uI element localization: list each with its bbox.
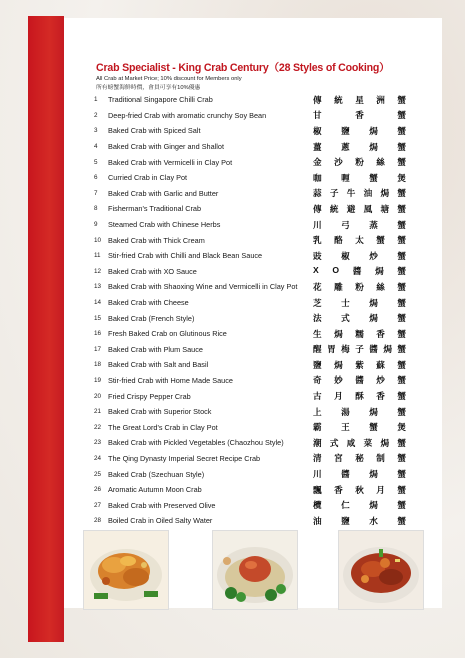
menu-item <box>88 295 406 311</box>
menu-item-chinese-name: 法 式 焗 蟹 <box>313 313 406 324</box>
menu-item-chinese-name: 潮 式 咸 菜 焗 蟹 <box>313 437 406 448</box>
menu-item <box>88 186 406 202</box>
menu-item-number: 2 <box>94 111 98 119</box>
menu-item-number: 11 <box>94 252 101 260</box>
menu-item <box>88 248 406 264</box>
menu-item-number: 1 <box>94 96 98 104</box>
menu-item-chinese-name: X O 醬 焗 蟹 <box>313 265 406 277</box>
menu-item-chinese-name: 乳 酪 太 蟹 蟹 <box>313 235 406 246</box>
menu-item-chinese-name: 奇 妙 醬 炒 蟹 <box>313 375 406 386</box>
menu-item-name: Baked Crab with Cheese <box>108 298 189 308</box>
menu-item-number: 13 <box>94 283 102 291</box>
menu-item <box>88 232 406 248</box>
menu-item-chinese-name: 椒 鹽 焗 蟹 <box>313 125 406 136</box>
price-note-chinese: 所有螃蟹海鮮時價，會員可享有10%優惠 <box>96 85 201 91</box>
menu-item-name: Baked Crab with Shaoxing Wine and Vermicelli in Clay Pot <box>108 282 298 292</box>
menu-item <box>88 108 406 124</box>
menu-item-chinese-name: 咖 喱 蟹 煲 <box>313 172 406 183</box>
menu-item-chinese-name: 上 湯 焗 蟹 <box>313 406 406 417</box>
menu-item <box>88 482 406 498</box>
menu-item-chinese-name: 醒 胃 梅 子 醬 焗 蟹 <box>313 344 406 355</box>
menu-item <box>88 357 406 373</box>
menu-item-chinese-name: 傳 統 避 風 塘 蟹 <box>313 203 406 214</box>
menu-item-name: Baked Crab with Pickled Vegetables (Chaozhou Style) <box>108 438 284 448</box>
menu-item-number: 6 <box>94 174 98 182</box>
menu-item-chinese-name: 油 鹽 水 蟹 <box>313 515 406 526</box>
menu-item-number: 27 <box>94 501 102 509</box>
price-note: All Crab at Market Price; 10% discount for Members only <box>96 76 242 82</box>
menu-item-chinese-name: 川 醬 焗 蟹 <box>313 469 406 480</box>
menu-item-name: Steamed Crab with Chinese Herbs <box>108 220 221 230</box>
menu-item <box>88 154 406 170</box>
menu-item-number: 17 <box>94 345 102 353</box>
menu-item <box>88 217 406 233</box>
menu-item-name: Baked Crab with Plum Sauce <box>108 344 203 354</box>
menu-item-chinese-name: 川 弓 蒸 蟹 <box>313 219 406 230</box>
red-side-bar <box>28 16 64 642</box>
menu-item-number: 9 <box>94 221 98 229</box>
menu-item-number: 10 <box>94 236 102 244</box>
menu-title: Crab Specialist - King Crab Century（28 Styles of Cooking） <box>96 62 390 74</box>
menu-item-name: The Great Lord's Crab in Clay Pot <box>108 422 218 432</box>
menu-item <box>88 310 406 326</box>
menu-item-name: Baked Crab (Szechuan Style) <box>108 469 205 479</box>
crab-dish-photo-3 <box>338 530 424 610</box>
menu-item-number: 23 <box>94 439 102 447</box>
menu-item-number: 7 <box>94 189 98 197</box>
menu-item <box>88 466 406 482</box>
menu-item <box>88 123 406 139</box>
menu-item-chinese-name: 甘 香 蟹 <box>313 110 406 121</box>
menu-item-name: Fresh Baked Crab on Glutinous Rice <box>108 329 227 339</box>
menu-item-number: 22 <box>94 423 102 431</box>
menu-item <box>88 342 406 358</box>
menu-item <box>88 435 406 451</box>
menu-item-chinese-name: 鹽 焗 紫 蘇 蟹 <box>313 359 406 370</box>
menu-item-name: Stir-fried Crab with Chilli and Black Bean Sauce <box>108 251 263 261</box>
menu-item-chinese-name: 飄 香 秋 月 蟹 <box>313 484 406 495</box>
menu-item <box>88 373 406 389</box>
menu-item-chinese-name: 花 雕 粉 絲 蟹 <box>313 281 406 292</box>
menu-item-chinese-name: 霸 王 蟹 煲 <box>313 422 406 433</box>
menu-item-chinese-name: 欖 仁 焗 蟹 <box>313 500 406 511</box>
menu-item <box>88 170 406 186</box>
menu-item-number: 15 <box>94 314 102 322</box>
menu-item-number: 16 <box>94 330 102 338</box>
menu-item-chinese-name: 傳 統 星 洲 蟹 <box>313 94 406 105</box>
menu-item-name: Baked Crab with Ginger and Shallot <box>108 142 225 152</box>
menu-item-name: Baked Crab with Garlic and Butter <box>108 188 219 198</box>
menu-item-name: Fisherman's Traditional Crab <box>108 204 202 214</box>
menu-item <box>88 451 406 467</box>
menu-item-name: Boiled Crab in Oiled Salty Water <box>108 516 213 526</box>
menu-item-name: Baked Crab with Superior Stock <box>108 407 212 417</box>
photo-strip <box>80 530 440 610</box>
menu-item-number: 25 <box>94 470 102 478</box>
menu-item-name: Curried Crab in Clay Pot <box>108 173 188 183</box>
menu-item-chinese-name: 芝 士 焗 蟹 <box>313 297 406 308</box>
menu-item-number: 8 <box>94 205 98 213</box>
menu-item-name: Baked Crab with Thick Cream <box>108 235 205 245</box>
menu-header <box>96 60 436 91</box>
menu-item-name: Baked Crab with Vermicelli in Clay Pot <box>108 157 233 167</box>
menu-item-number: 5 <box>94 158 98 166</box>
menu-item-number: 19 <box>94 376 102 384</box>
menu-item-number: 28 <box>94 517 102 525</box>
menu-item-number: 21 <box>94 408 102 416</box>
menu-item-chinese-name: 金 沙 粉 絲 蟹 <box>313 157 406 168</box>
menu-item <box>88 201 406 217</box>
menu-item-number: 26 <box>94 486 102 494</box>
menu-item <box>88 279 406 295</box>
menu-item-number: 14 <box>94 299 102 307</box>
menu-item-name: Baked Crab (French Style) <box>108 313 195 323</box>
menu-item <box>88 419 406 435</box>
menu-item-name: Traditional Singapore Chilli Crab <box>108 95 213 105</box>
crab-dish-photo-1 <box>83 530 169 610</box>
menu-item-name: The Qing Dynasty Imperial Secret Recipe Crab <box>108 453 261 463</box>
menu-item <box>88 404 406 420</box>
menu-item-number: 4 <box>94 143 98 151</box>
menu-item-chinese-name: 生 焗 糯 香 蟹 <box>313 328 406 339</box>
menu-item-number: 3 <box>94 127 98 135</box>
menu-list <box>88 92 406 529</box>
menu-item-chinese-name: 蒜 子 牛 油 焗 蟹 <box>313 188 406 199</box>
menu-item-name: Fried Crispy Pepper Crab <box>108 391 191 401</box>
menu-item <box>88 513 406 529</box>
menu-item-chinese-name: 豉 椒 炒 蟹 <box>313 250 406 261</box>
menu-item-number: 18 <box>94 361 102 369</box>
menu-item-chinese-name: 薑 蔥 焗 蟹 <box>313 141 406 152</box>
crab-dish-photo-2 <box>212 530 298 610</box>
menu-item <box>88 92 406 108</box>
menu-item-chinese-name: 古 月 酥 香 蟹 <box>313 391 406 402</box>
menu-item-name: Baked Crab with Preserved Olive <box>108 500 216 510</box>
menu-item-name: Baked Crab with XO Sauce <box>108 266 197 276</box>
menu-item <box>88 497 406 513</box>
menu-item-name: Baked Crab with Salt and Basil <box>108 360 209 370</box>
menu-item-name: Stir-fried Crab with Home Made Sauce <box>108 375 233 385</box>
menu-item <box>88 326 406 342</box>
menu-item <box>88 139 406 155</box>
menu-item <box>88 264 406 280</box>
menu-item-name: Aromatic Autumn Moon Crab <box>108 485 202 495</box>
menu-item-number: 12 <box>94 267 102 275</box>
menu-item-name: Deep-fried Crab with aromatic crunchy Soy Bean <box>108 110 267 120</box>
menu-item-name: Baked Crab with Spiced Salt <box>108 126 201 136</box>
menu-item <box>88 388 406 404</box>
menu-item-number: 24 <box>94 454 102 462</box>
menu-item-number: 20 <box>94 392 102 400</box>
menu-item-chinese-name: 清 宮 秘 制 蟹 <box>313 453 406 464</box>
